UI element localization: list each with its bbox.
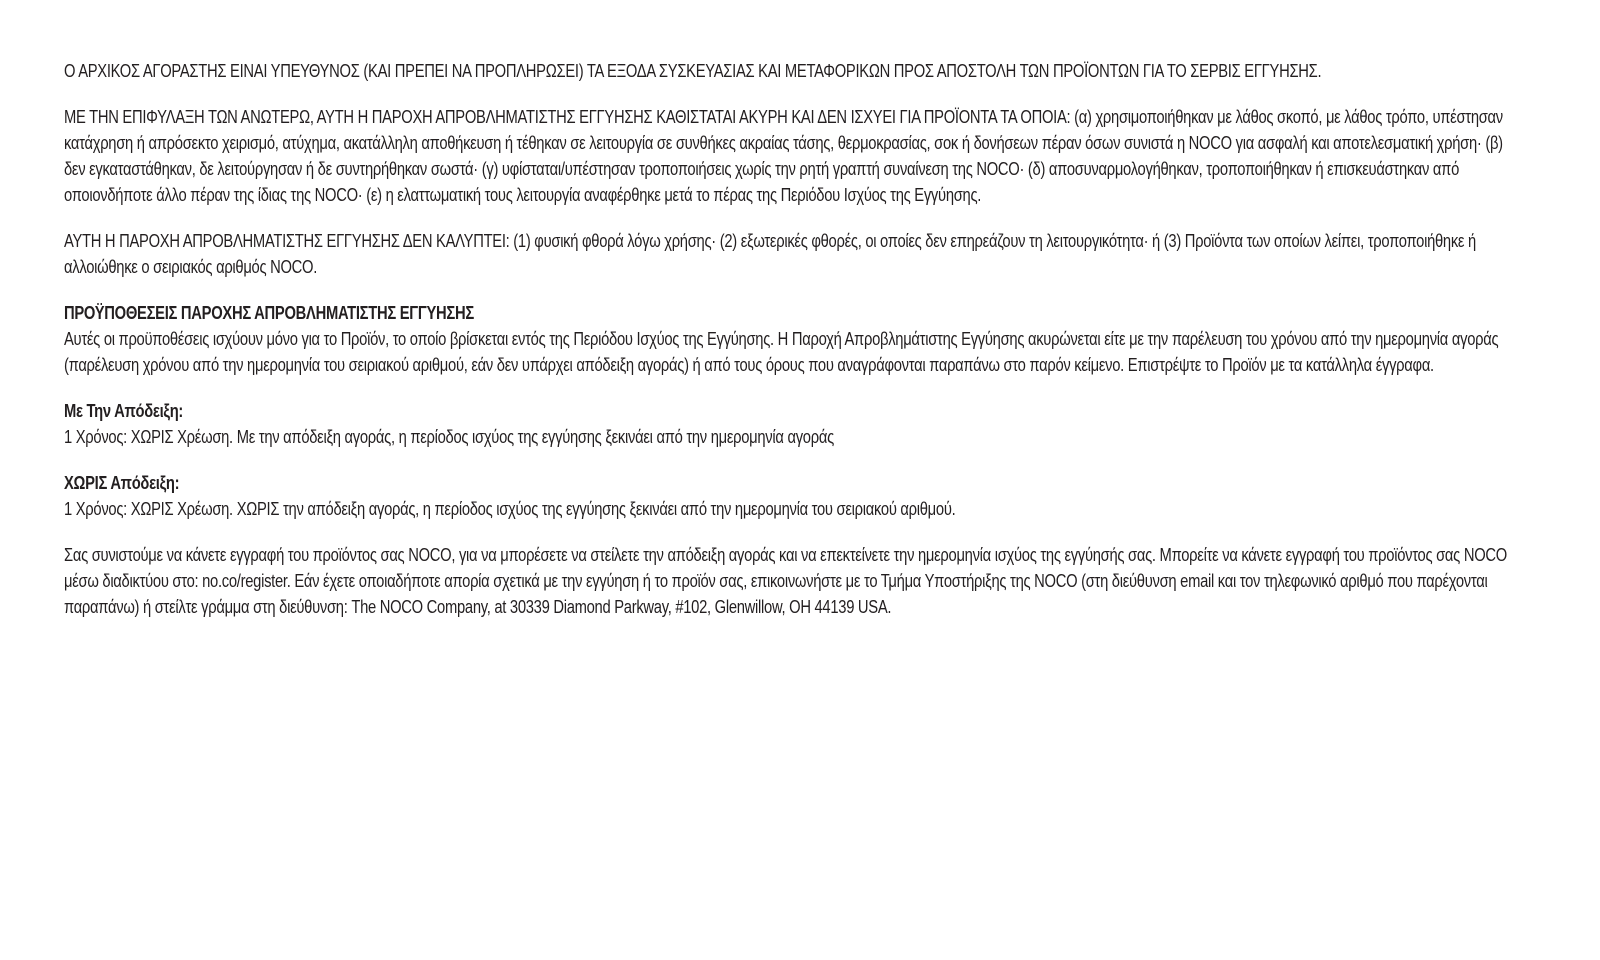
paragraph-product-registration: Σας συνιστούμε να κάνετε εγγραφή του προϊόντος σας NOCO, για να μπορέσετε να στείλετε την απόδειξη αγοράς και να επεκτείνετε την ημερομηνία ισχύος της εγγύησής σας. Μπορείτε να κάνετε εγγραφή του προϊόντος σας NOCO μέσω διαδικτύου στο: no.co/register. Εάν έχετε οποιαδήποτε απορία σχετικά με την εγγύηση ή το προϊόν σας, επικοινωνήστε με το Τμήμα Υποστήριξης της NOCO (στη διεύθυνση email και τον τηλεφωνικό αριθμό που παρέχονται παραπάνω) ή στείλτε γράμμα στη διεύθυνση: The NOCO Company, at 30339 Diamond Parkway, #102, Glenwillow, OH 44139 USA. xyxy=(64,545,1507,617)
heading-with-receipt: Με Την Απόδειξη: xyxy=(64,401,184,421)
paragraph-warranty-exclusions: ΑΥΤΗ Η ΠΑΡΟΧΗ ΑΠΡΟΒΛΗΜΑΤΙΣΤΗΣ ΕΓΓΥΗΣΗΣ ΔΕΝ ΚΑΛΥΠΤΕΙ: (1) φυσική φθορά λόγω χρήσης· (2) εξωτερικές φθορές, οι οποίες δεν επηρεάζουν τη λειτουργικότητα· ή (3) Προϊόντα των οποίων λείπει, τροποποιήθηκε ή αλλοιώθηκε ο σειριακός αριθμός NOCO. xyxy=(64,231,1476,277)
paragraph-warranty-void-conditions: ΜΕ ΤΗΝ ΕΠΙΦΥΛΑΞΗ ΤΩΝ ΑΝΩΤΕΡΩ, ΑΥΤΗ Η ΠΑΡΟΧΗ ΑΠΡΟΒΛΗΜΑΤΙΣΤΗΣ ΕΓΓΥΗΣΗΣ ΚΑΘΙΣΤΑΤΑΙ ΑΚΥΡΗ ΚΑΙ ΔΕΝ ΙΣΧΥΕΙ ΓΙΑ ΠΡΟΪΟΝΤΑ ΤΑ ΟΠΟΙΑ: (α) χρησιμοποιήθηκαν με λάθος σκοπό, με λάθος τρόπο, υπέστησαν κατάχρηση ή απρόσεκτο χειρισμό, ατύχημα, ακατάλληλη αποθήκευση ή τέθηκαν σε λειτουργία σε συνθήκες ακραίας τάσης, θερμοκρασίας, σοκ ή δονήσεων πέραν όσων συνιστά η NOCO για ασφαλή και αποτελεσματική χρήση· (β) δεν εγκαταστάθηκαν, δε λειτούργησαν ή δε συντηρήθηκαν σωστά· (γ) υφίσταται/υπέστησαν τροποποιήσεις χωρίς την ρητή γραπτή συναίνεση της NOCO· (δ) αποσυναρμολογήθηκαν, τροποποιήθηκαν ή επισκευάστηκαν από οποιονδήποτε άλλο πέραν της ίδιας της NOCO· (ε) η ελαττωματική τους λειτουργία αναφέρθηκε μετά το πέρας της Περιόδου Ισχύος της Εγγύησης. xyxy=(64,107,1503,205)
warranty-document xyxy=(64,58,1524,640)
heading-without-receipt: ΧΩΡΙΣ Απόδειξη: xyxy=(64,473,180,493)
heading-warranty-conditions: ΠΡΟΫΠΟΘΕΣΕΙΣ ΠΑΡΟΧΗΣ ΑΠΡΟΒΛΗΜΑΤΙΣΤΗΣ ΕΓΓΥΗΣΗΣ xyxy=(64,303,474,323)
paragraph-without-receipt: 1 Χρόνος: ΧΩΡΙΣ Χρέωση. ΧΩΡΙΣ την απόδειξη αγοράς, η περίοδος ισχύος της εγγύησης ξεκινάει από την ημερομηνία του σειριακού αριθμού. xyxy=(64,499,956,519)
section-without-receipt xyxy=(64,470,1524,522)
section-with-receipt xyxy=(64,398,1524,450)
paragraph-warranty-conditions: Αυτές οι προϋποθέσεις ισχύουν μόνο για το Προϊόν, το οποίο βρίσκεται εντός της Περιόδου Ισχύος της Εγγύησης. Η Παροχή Απροβλημάτιστης Εγγύησης ακυρώνεται είτε με την παρέλευση του χρόνου από την ημερομηνία αγοράς (παρέλευση χρόνου από την ημερομηνία του σειριακού αριθμού, εάν δεν υπάρχει απόδειξη αγοράς) ή από τους όρους που αναγράφονται παραπάνω στο παρόν κείμενο. Επιστρέψτε το Προϊόν με τα κατάλληλα έγγραφα. xyxy=(64,329,1499,375)
section-warranty-conditions xyxy=(64,300,1524,378)
paragraph-with-receipt: 1 Χρόνος: ΧΩΡΙΣ Χρέωση. Με την απόδειξη αγοράς, η περίοδος ισχύος της εγγύησης ξεκινάει από την ημερομηνία αγοράς xyxy=(64,427,834,447)
paragraph-shipping-costs: Ο ΑΡΧΙΚΟΣ ΑΓΟΡΑΣΤΗΣ ΕΙΝΑΙ ΥΠΕΥΘΥΝΟΣ (ΚΑΙ ΠΡΕΠΕΙ ΝΑ ΠΡΟΠΛΗΡΩΣΕΙ) ΤΑ ΕΞΟΔΑ ΣΥΣΚΕΥΑΣΙΑΣ ΚΑΙ ΜΕΤΑΦΟΡΙΚΩΝ ΠΡΟΣ ΑΠΟΣΤΟΛΗ ΤΩΝ ΠΡΟΪΟΝΤΩΝ ΓΙΑ ΤΟ ΣΕΡΒΙΣ ΕΓΓΥΗΣΗΣ. xyxy=(64,61,1322,81)
